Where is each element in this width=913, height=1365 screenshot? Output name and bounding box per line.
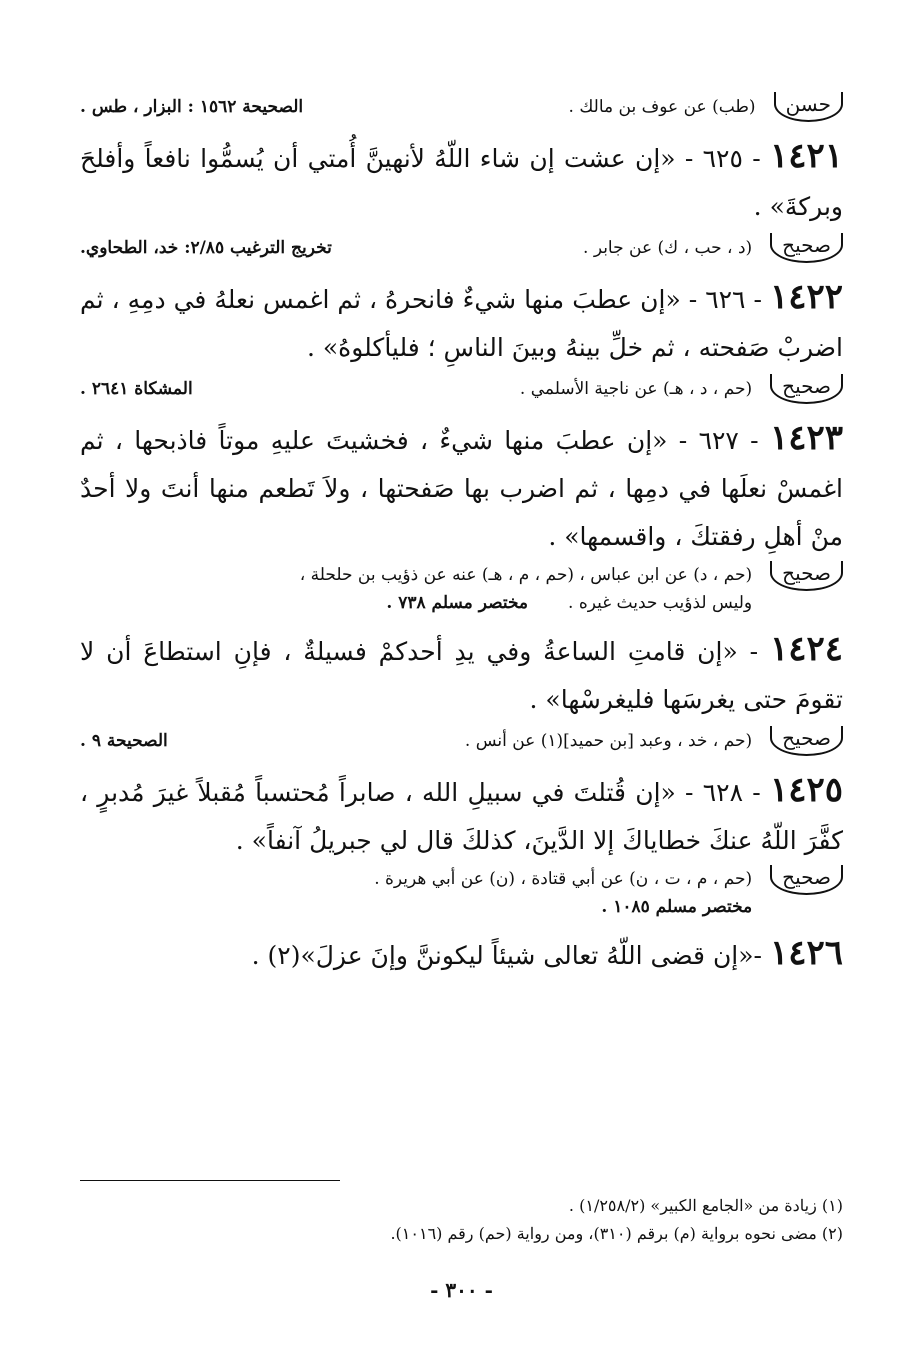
hadith-block: [80, 132, 843, 265]
top-source-line: [80, 90, 843, 124]
source-text: (حم ، خد ، وعبد [بن حميد](١) عن أنس .: [464, 731, 753, 751]
source-reference: مختصر مسلم ١٠٨٥ .: [601, 897, 753, 917]
source-reference: المشكاة ٢٦٤١ .: [80, 379, 193, 399]
footnote: (٢) مضى نحوه برواية (م) برقم (٣١٠)، ومن رواية (حم) رقم (١٠١٦).: [390, 1224, 843, 1243]
hadith-number: ١٤٢٥: [769, 770, 843, 810]
source-text: (د ، حب ، ك) عن جابر .: [583, 238, 753, 258]
hadith-number: ١٤٢٤: [769, 629, 843, 669]
source-text: (حم ، د) عن ابن عباس ، (حم ، م ، هـ) عنه عن ذؤيب بن حلحلة ،: [299, 565, 753, 585]
grade-badge: صحيح: [770, 374, 843, 404]
hadith-body: - ٦٢٧ - «إن عطبَ منها شيءٌ ، فخشيتَ عليهِ موتاً فاذبحها ، ثم اغمسْ نعلَها في دمِها ، ثم اضرب بها صَفحتها ، ولاَ تَطعم منها أنتَ ولا أحدٌ منْ أهلِ رفقتكَ ، واقسمها» .: [80, 426, 843, 551]
footnotes: [80, 1192, 843, 1248]
page-number: - ٣٠٠ -: [430, 1278, 493, 1302]
hadith-body: - ٦٢٨ - «إن قُتلتَ في سبيلِ الله ، صابراً مُحتسباً مُقبلاً غيرَ مُدبرٍ ، كفَّرَ اللّهُ عنكَ خطاياكَ إلا الدَّينَ، كذلكَ قال لي جبريلُ آنفاً» .: [80, 778, 843, 855]
source-text: (حم ، د ، هـ) عن ناجية الأسلمي .: [519, 379, 753, 399]
source-column: [80, 561, 752, 617]
hadith-block: [80, 414, 843, 617]
hadith-text: [80, 625, 843, 724]
hadith-block: [80, 625, 843, 758]
page-content: [80, 90, 843, 1345]
grade-badge: صحيح: [770, 726, 843, 756]
hadith-number: ١٤٢٣: [769, 418, 843, 458]
source-reference: الصحيحة ١٥٦٢ : البزار ، طس .: [80, 97, 304, 117]
hadith-text: [80, 414, 843, 561]
source-line: [80, 724, 843, 758]
source-line: [80, 372, 843, 406]
source-text-continued: وليس لذؤيب حديث غيره .: [568, 593, 753, 613]
hadith-text: [80, 766, 843, 865]
hadith-text: [80, 273, 843, 372]
hadith-text: [80, 929, 843, 980]
hadith-body: - ٦٢٦ - «إن عطبَ منها شيءٌ فانحرهُ ، ثم اغمس نعلهُ في دمِهِ ، ثم اضربْ صَفحته ، ثم خلِّ بينهُ وبينَ الناسِ ؛ فليأكلوهُ» .: [80, 285, 843, 362]
source-text: (طب) عن عوف بن مالك .: [568, 97, 756, 117]
hadith-body: - ٦٢٥ - «إن عشت إن شاء اللّهُ لأنهينَّ أُمتي أن يُسمُّوا نافعاً وأفلحَ وبركةَ» .: [80, 144, 843, 221]
source-row: [80, 589, 752, 617]
hadith-number: ١٤٢٢: [769, 277, 843, 317]
hadith-block: [80, 766, 843, 921]
source-reference: تخريج الترغيب ٢/٨٥: خد، الطحاوي.: [80, 238, 332, 258]
hadith-body: - «إن قامتِ الساعةُ وفي يدِ أحدكمْ فسيلةٌ ، فإنِ استطاعَ أن لا تقومَ حتى يغرسَها فليغرسْها» .: [80, 637, 843, 714]
grade-badge: صحيح: [770, 865, 843, 895]
hadith-block: [80, 929, 843, 980]
source-line: [80, 865, 843, 921]
grade-badge: صحيح: [770, 233, 843, 263]
source-line: [80, 561, 843, 617]
source-column: [80, 865, 752, 921]
hadith-body: -«إن قضى اللّهُ تعالى شيئاً ليكوننَّ وإنَ عزلَ»(٢) .: [251, 941, 762, 970]
grade-badge: حسن: [774, 92, 843, 122]
hadith-number: ١٤٢٦: [769, 933, 843, 973]
footnote: (١) زيادة من «الجامع الكبير» (١/٢٥٨/٢) .: [568, 1196, 843, 1215]
grade-badge: صحيح: [770, 561, 843, 591]
source-reference: مختصر مسلم ٧٣٨ .: [386, 593, 529, 613]
hadith-text: [80, 132, 843, 231]
hadith-number: ١٤٢١: [769, 136, 843, 176]
source-line: [80, 231, 843, 265]
footnote-divider: [80, 1180, 340, 1181]
hadith-block: [80, 273, 843, 406]
source-text: (حم ، م ، ت ، ن) عن أبي قتادة ، (ن) عن أبي هريرة .: [374, 869, 753, 889]
source-reference: الصحيحة ٩ .: [80, 731, 168, 751]
